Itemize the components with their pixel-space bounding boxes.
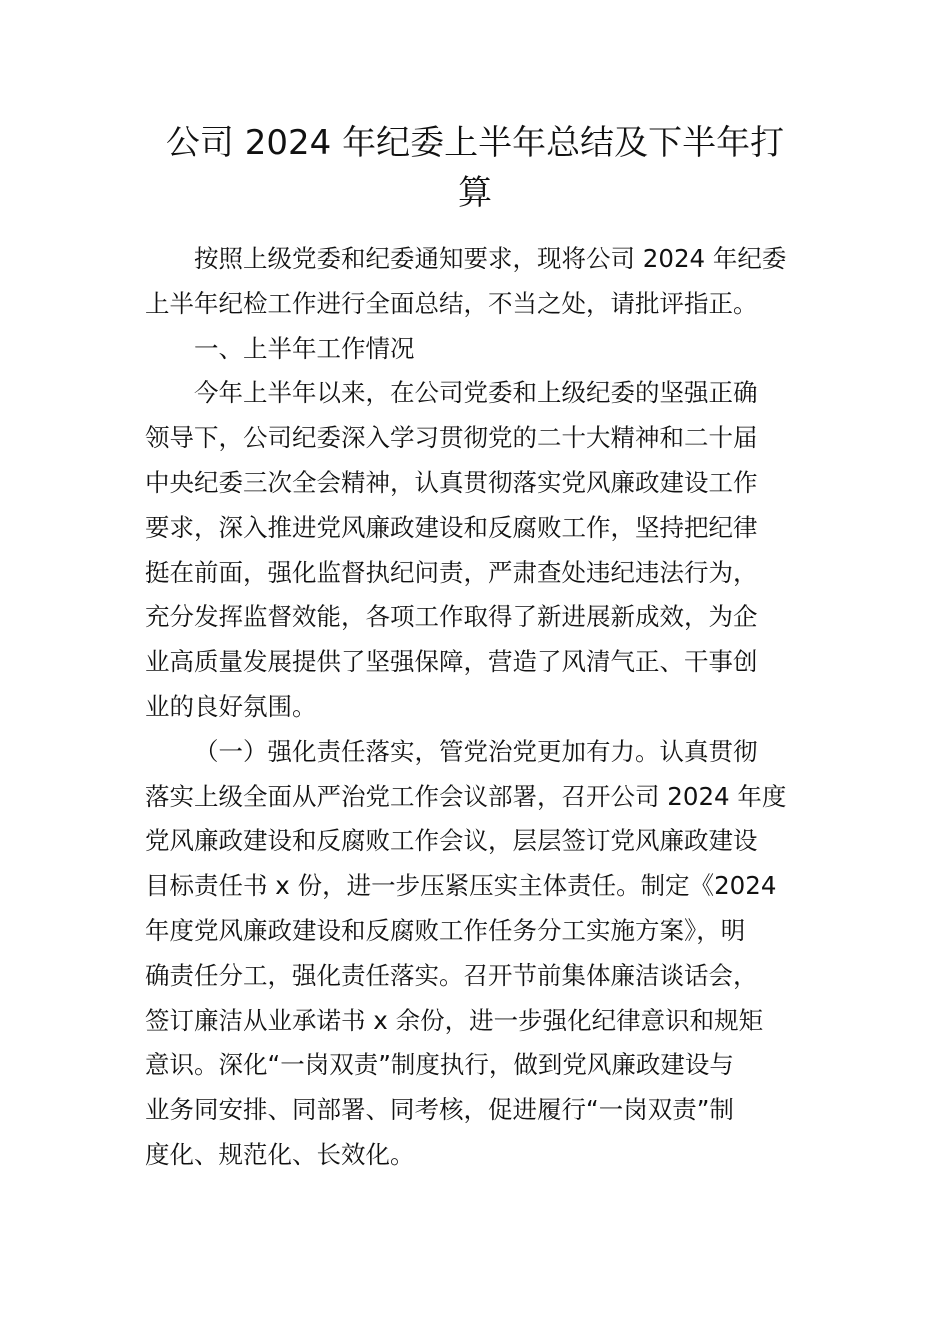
body-line: 党风廉政建设和反腐败工作会议，层层签订党风廉政建设 — [145, 826, 758, 856]
body-line: 意识。深化“一岗双责”制度执行，做到党风廉政建设与 — [145, 1050, 734, 1080]
body-line: 挺在前面，强化监督执纪问责，严肃查处违纪违法行为， — [145, 557, 758, 587]
body-line: 充分发挥监督效能，各项工作取得了新进展新成效，为企 — [145, 602, 758, 632]
subsection-line: （一）强化责任落实，管党治党更加有力。认真贯彻 — [194, 736, 758, 766]
title-line-2: 算 — [458, 173, 492, 213]
document-title — [145, 118, 805, 218]
document-body — [145, 237, 810, 1178]
body-line: 按照上级党委和纪委通知要求，现将公司 2024 年纪委 — [194, 244, 787, 273]
body-line: 目标责任书 x 份，进一步压紧压实主体责任。制定《2024 — [145, 871, 777, 901]
body-line: 今年上半年以来，在公司党委和上级纪委的坚强正确 — [194, 378, 758, 408]
section-heading: 一、上半年工作情况 — [194, 333, 415, 363]
body-line: 上半年纪检工作进行全面总结，不当之处，请批评指正。 — [145, 288, 758, 318]
body-line: 业的良好氛围。 — [145, 691, 317, 721]
body-line: 业高质量发展提供了坚强保障，营造了风清气正、干事创 — [145, 647, 758, 677]
body-line: 确责任分工，强化责任落实。召开节前集体廉洁谈话会， — [145, 960, 758, 990]
body-line: 业务同安排、同部署、同考核，促进履行“一岗双责”制 — [145, 1095, 734, 1125]
title-line-1: 公司 2024 年纪委上半年总结及下半年打 — [165, 123, 785, 163]
body-line: 年度党风廉政建设和反腐败工作任务分工实施方案》，明 — [145, 915, 746, 945]
body-line: 落实上级全面从严治党工作会议部署，召开公司 2024 年度 — [145, 781, 787, 811]
body-line: 中央纪委三次全会精神，认真贯彻落实党风廉政建设工作 — [145, 467, 758, 497]
body-line: 领导下，公司纪委深入学习贯彻党的二十大精神和二十届 — [145, 423, 758, 453]
body-line: 度化、规范化、长效化。 — [145, 1139, 415, 1169]
body-line: 签订廉洁从业承诺书 x 余份，进一步强化纪律意识和规矩 — [145, 1005, 764, 1035]
body-line: 要求，深入推进党风廉政建设和反腐败工作，坚持把纪律 — [145, 512, 758, 542]
